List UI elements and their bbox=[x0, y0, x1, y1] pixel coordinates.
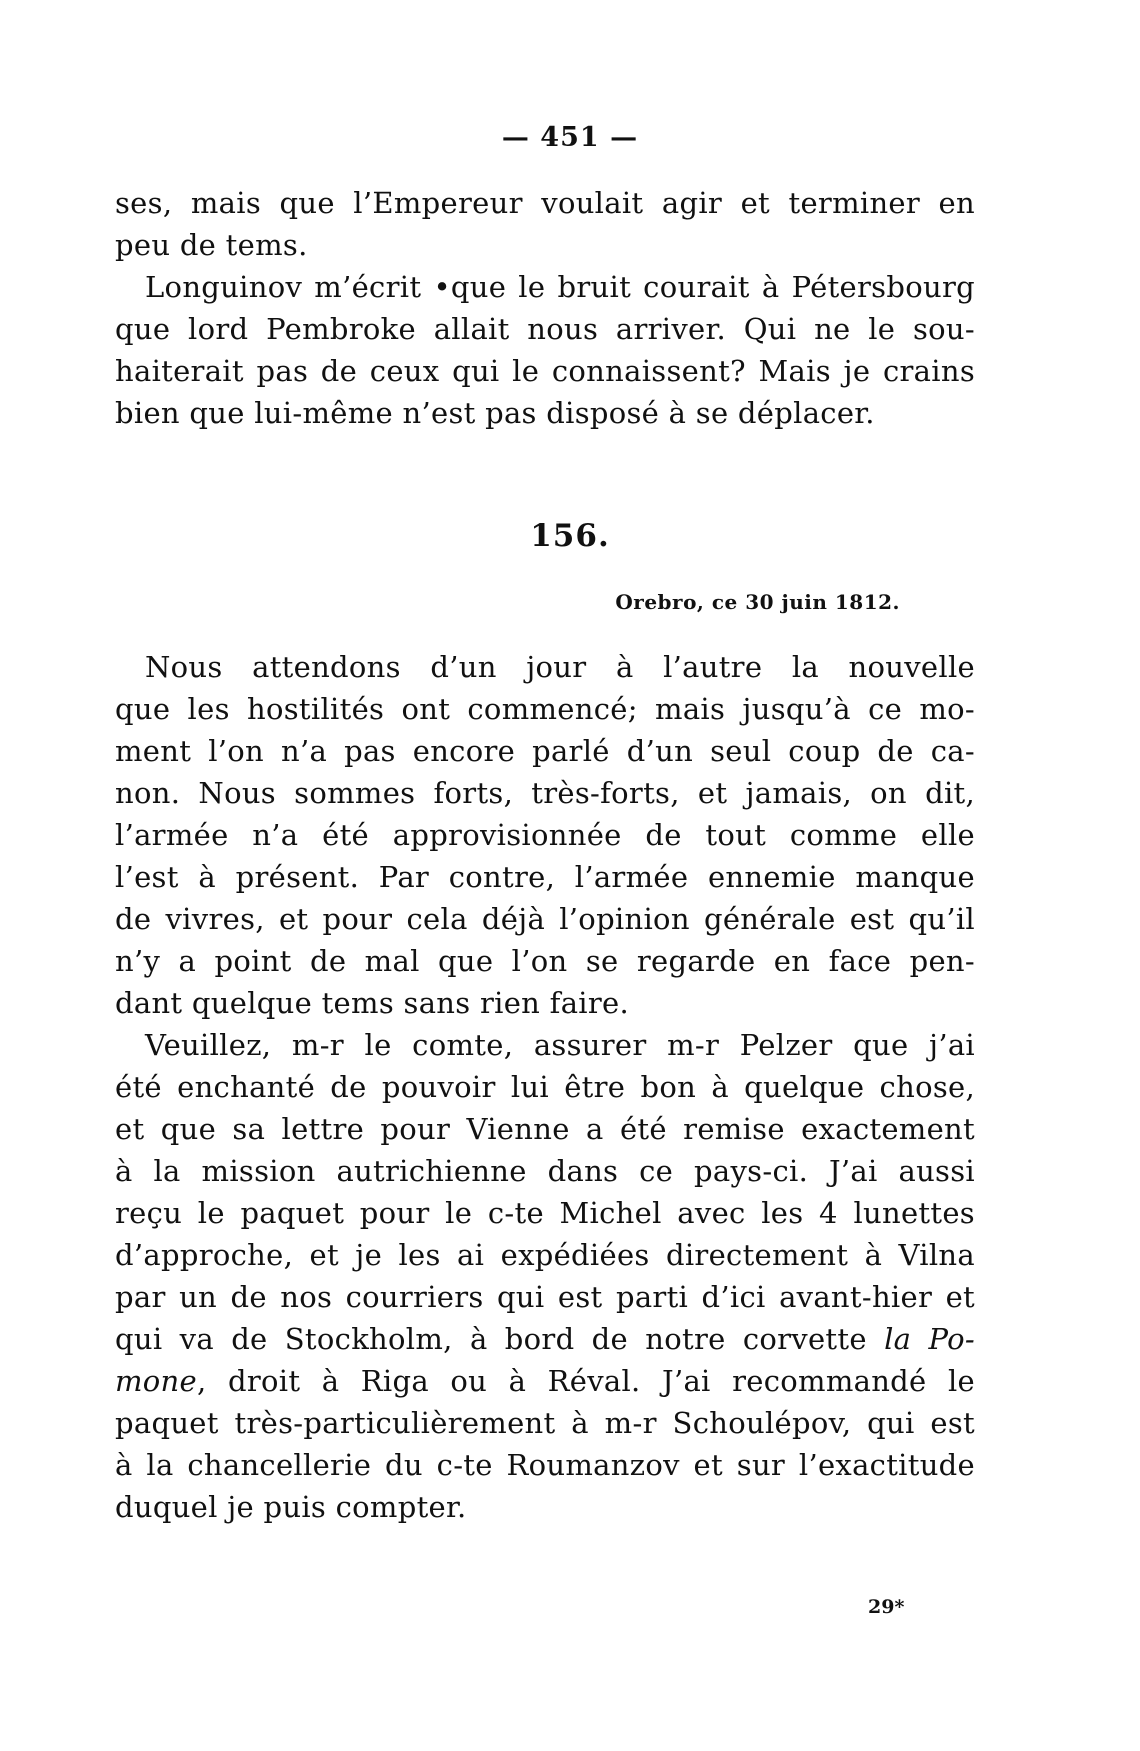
paragraph bbox=[115, 1024, 975, 1528]
text-line: à la mission autrichienne dans ce pays-ci. J’ai aussi bbox=[115, 1154, 975, 1188]
continuation-text bbox=[115, 182, 975, 434]
letter-body bbox=[115, 646, 975, 1528]
text-line: l’armée n’a été approvisionnée de tout comme elle bbox=[115, 818, 975, 852]
text-segment: qui va de Stockholm, à bord de notre corvette bbox=[115, 1322, 867, 1356]
letter-number: 156. bbox=[530, 518, 610, 554]
ship-name: la Po- bbox=[884, 1322, 975, 1356]
text-line: dant quelque tems sans rien faire. bbox=[115, 986, 630, 1020]
text-line: été enchanté de pouvoir lui être bon à quelque chose, bbox=[115, 1070, 975, 1104]
text-line: d’approche, et je les ai expédiées directement à Vilna bbox=[115, 1238, 975, 1272]
text-line: à la chancellerie du c-te Roumanzov et sur l’exactitude bbox=[115, 1448, 975, 1482]
text-line: par un de nos courriers qui est parti d’ici avant-hier et bbox=[115, 1280, 975, 1314]
text-line: bien que lui-même n’est pas disposé à se déplacer. bbox=[115, 396, 875, 430]
text-line-with-italic bbox=[115, 1318, 975, 1360]
text-line: duquel je puis compter. bbox=[115, 1490, 467, 1524]
text-line: peu de tems. bbox=[115, 228, 308, 262]
page-number: — 451 — bbox=[501, 122, 639, 153]
text-line: n’y a point de mal que l’on se regarde en face pen- bbox=[115, 944, 975, 978]
text-line: Veuillez, m-r le comte, assurer m-r Pelzer que j’ai bbox=[145, 1028, 975, 1062]
text-line: Longuinov m’écrit •que le bruit courait à Pétersbourg bbox=[145, 270, 975, 304]
text-line: que les hostilités ont commencé; mais jusqu’à ce mo- bbox=[115, 692, 975, 726]
text-line: ses, mais que l’Empereur voulait agir et terminer en bbox=[115, 186, 975, 220]
signature-mark: 29* bbox=[868, 1596, 905, 1618]
text-line: Nous attendons d’un jour à l’autre la nouvelle bbox=[145, 650, 975, 684]
letter-dateline: Orebro, ce 30 juin 1812. bbox=[615, 590, 900, 614]
text-segment: , droit à Riga ou à Réval. J’ai recommandé le bbox=[197, 1364, 975, 1398]
text-line: reçu le paquet pour le c-te Michel avec les 4 lunettes bbox=[115, 1196, 975, 1230]
text-line-with-italic bbox=[115, 1360, 975, 1402]
text-line: non. Nous sommes forts, très-forts, et jamais, on dit, bbox=[115, 776, 975, 810]
ship-name: mone bbox=[115, 1364, 197, 1398]
text-line: haiterait pas de ceux qui le connaissent? Mais je crains bbox=[115, 354, 975, 388]
text-line: paquet très-particulièrement à m-r Schoulépov, qui est bbox=[115, 1406, 975, 1440]
text-line: et que sa lettre pour Vienne a été remise exactement bbox=[115, 1112, 975, 1146]
text-line: que lord Pembroke allait nous arriver. Qui ne le sou- bbox=[115, 312, 975, 346]
text-line: de vivres, et pour cela déjà l’opinion générale est qu’il bbox=[115, 902, 975, 936]
text-line: ment l’on n’a pas encore parlé d’un seul coup de ca- bbox=[115, 734, 975, 768]
text-line: l’est à présent. Par contre, l’armée ennemie manque bbox=[115, 860, 975, 894]
paragraph bbox=[115, 646, 975, 1024]
